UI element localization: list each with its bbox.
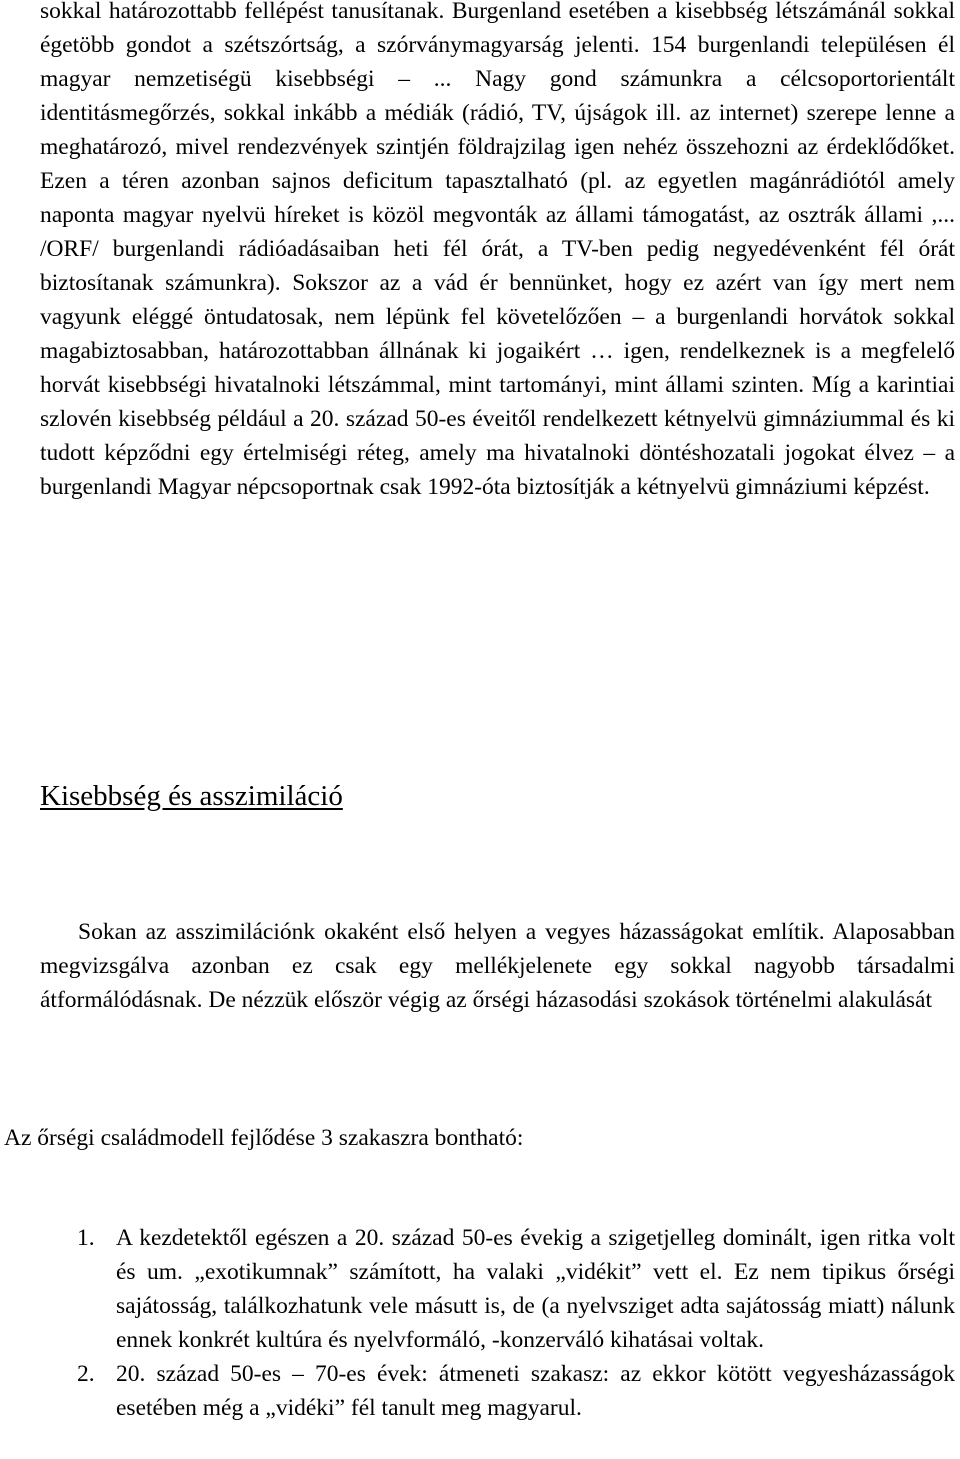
list-item — [0, 1221, 955, 1357]
body-paragraph-1: sokkal határozottabb fellépést tanusítanak. Burgenland esetében a kisebbség létszámánál sokkal égetöbb gondot a szétszórtság, a szórványmagyarság jelenti. 154 burgenlandi településen él magyar nemzetiségü kisebbségi – ... Nagy gond számunkra a célcsoportorientált identitásmegőrzés, sokkal inkább a médiák (rádió, TV, újságok ill. az internet) szerepe lenne a meghatározó, mivel rendezvények szintjén földrajzilag igen nehéz összehozni az érdeklődőket. Ezen a téren azonban sajnos deficitum tapasztalható (pl. az egyetlen magánrádiótól amely naponta magyar nyelvü híreket is közöl megvonták az állami támogatást, az osztrák állami ,... /ORF/ burgenlandi rádióadásaiban heti fél órát, a TV-ben pedig negyedévenként fél órát biztosítanak számunkra). Sokszor az a vád ér bennünket, hogy ez azért van így mert nem vagyunk eléggé öntudatosak, nem lépünk fel követelőzően – a burgenlandi horvátok sokkal magabiztosabban, határozottabban állnának ki jogaikért … igen, rendelkeznek is a megfelelő horvát kisebbségi hivatalnoki létszámmal, mint tartományi, mint állami szinten. Míg a karintiai szlovén kisebbség például a 20. század 50-es éveitől rendelkezett kétnyelvü gimnáziummal és ki tudott képződni egy értelmiségi réteg, amely ma hivatalnoki döntéshozatali jogokat élvez – a burgenlandi Magyar népcsoportnak csak 1992-óta biztosítják a kétnyelvü gimnáziumi képzést. — [40, 0, 955, 500]
list-item-text: 20. század 50-es – 70-es évek: átmeneti szakasz: az ekkor kötött vegyesházasságok esetében még a „vidéki” fél tanult meg magyarul. — [116, 1361, 955, 1421]
section-heading: Kisebbség és asszimiláció — [40, 780, 343, 812]
body-paragraph-2: Sokan az asszimilációnk okaként első helyen a vegyes házasságokat említik. Alaposabban megvizsgálva azonban ez csak egy mellékjelenete egy sokkal nagyobb társadalmi átformálódásnak. De nézzük először végig az őrségi házasodási szokások történelmi alakulását — [40, 919, 955, 1013]
body-paragraph-3: Az őrségi családmodell fejlődése 3 szakaszra bontható: — [4, 1125, 524, 1151]
list-item-text: A kezdetektől egészen a 20. század 50-es évekig a szigetjelleg dominált, igen ritka volt és um. „exotikumnak” számított, ha valaki „vidékit” vett el. Ez nem tipikus őrségi sajátosság, találkozhatunk vele másutt is, de (a nyelvsziget adta sajátosság miatt) nálunk ennek konkrét kultúra és nyelvformáló, -konzerváló kihatásai voltak. — [116, 1225, 955, 1353]
list-item-number: 2. — [77, 1361, 95, 1387]
list-item — [0, 1357, 955, 1425]
list-item-number: 1. — [77, 1225, 95, 1251]
numbered-list — [0, 1221, 960, 1425]
